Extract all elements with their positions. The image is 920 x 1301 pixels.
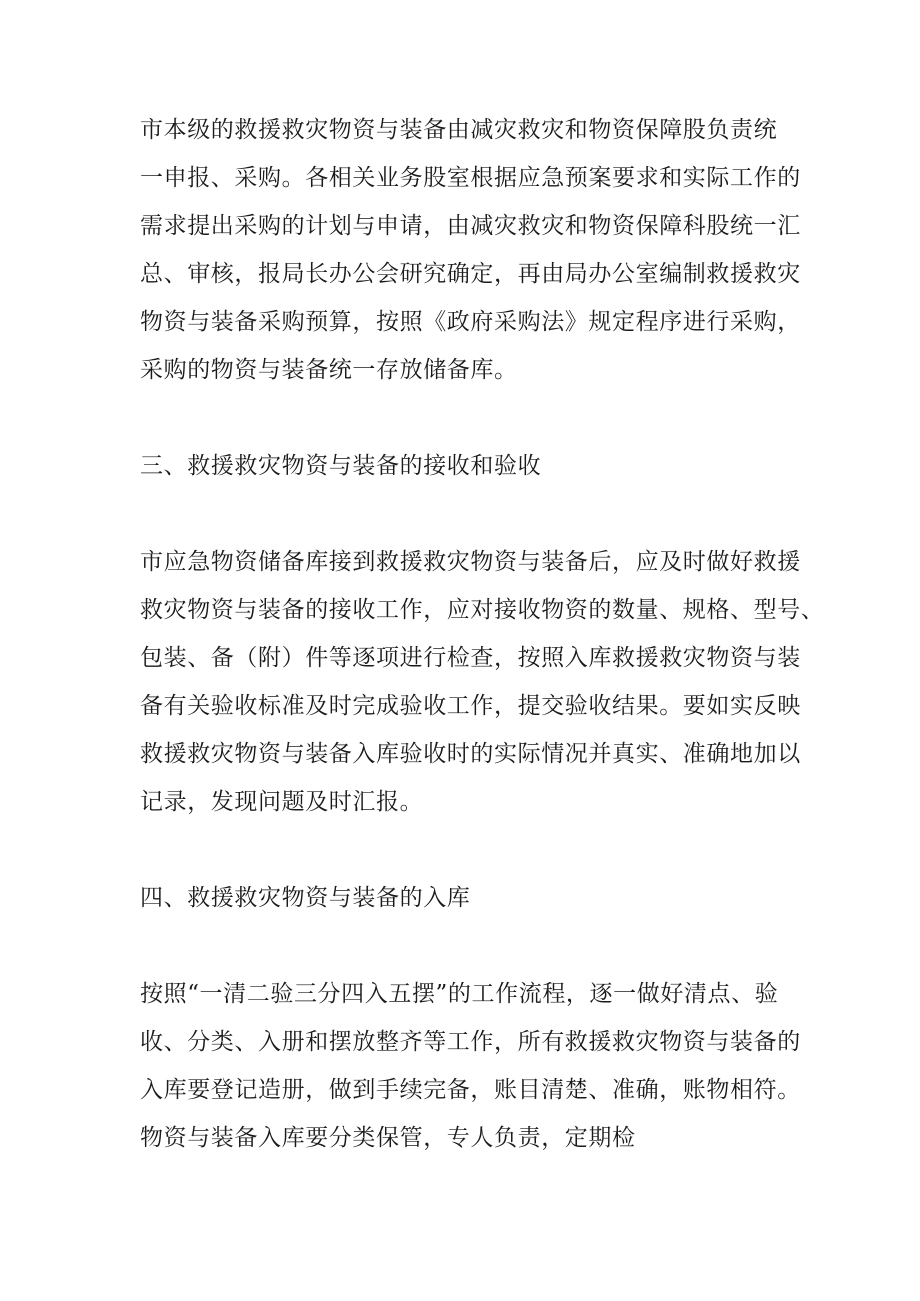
paragraph-2-line-5: 救援救灾物资与装备入库验收时的实际情况并真实、准确地加以 [140,741,801,767]
paragraph-3-line-1: 按照“一清二验三分四入五摆”的工作流程，逐一做好清点、验 [140,981,779,1007]
paragraph-1-line-1: 市本级的救援救灾物资与装备由减灾救灾和物资保障股负责统 [140,117,778,143]
paragraph-2-line-4: 备有关验收标准及时完成验收工作，提交验收结果。要如实反映 [140,693,801,719]
paragraph-1-line-4: 总、审核，报局长办公会研究确定，再由局办公室编制救援救灾 [140,261,801,287]
section-heading-3: 三、救援救灾物资与装备的接收和验收 [140,453,542,479]
paragraph-2-line-6: 记录，发现问题及时汇报。 [140,789,424,815]
paragraph-2-line-3: 包装、备（附）件等逐项进行检查，按照入库救援救灾物资与装 [140,645,801,671]
paragraph-3-line-4: 物资与装备入库要分类保管，专人负责，定期检 [140,1125,636,1151]
paragraph-3-line-2: 收、分类、入册和摆放整齐等工作，所有救援救灾物资与装备的 [140,1029,801,1055]
paragraph-1-line-5: 物资与装备采购预算，按照《政府采购法》规定程序进行采购， [140,309,801,335]
paragraph-2-line-2: 救灾物资与装备的接收工作，应对接收物资的数量、规格、型号、 [140,597,825,623]
paragraph-1-line-6: 采购的物资与装备统一存放储备库。 [140,357,518,383]
paragraph-2-line-1: 市应急物资储备库接到救援救灾物资与装备后，应及时做好救援 [140,549,801,575]
paragraph-1-line-2: 一申报、采购。各相关业务股室根据应急预案要求和实际工作的 [140,165,801,191]
section-heading-4: 四、救援救灾物资与装备的入库 [140,885,471,911]
paragraph-1-line-3: 需求提出采购的计划与申请，由减灾救灾和物资保障科股统一汇 [140,213,801,239]
paragraph-3-line-3: 入库要登记造册，做到手续完备，账目清楚、准确，账物相符。 [140,1077,801,1103]
